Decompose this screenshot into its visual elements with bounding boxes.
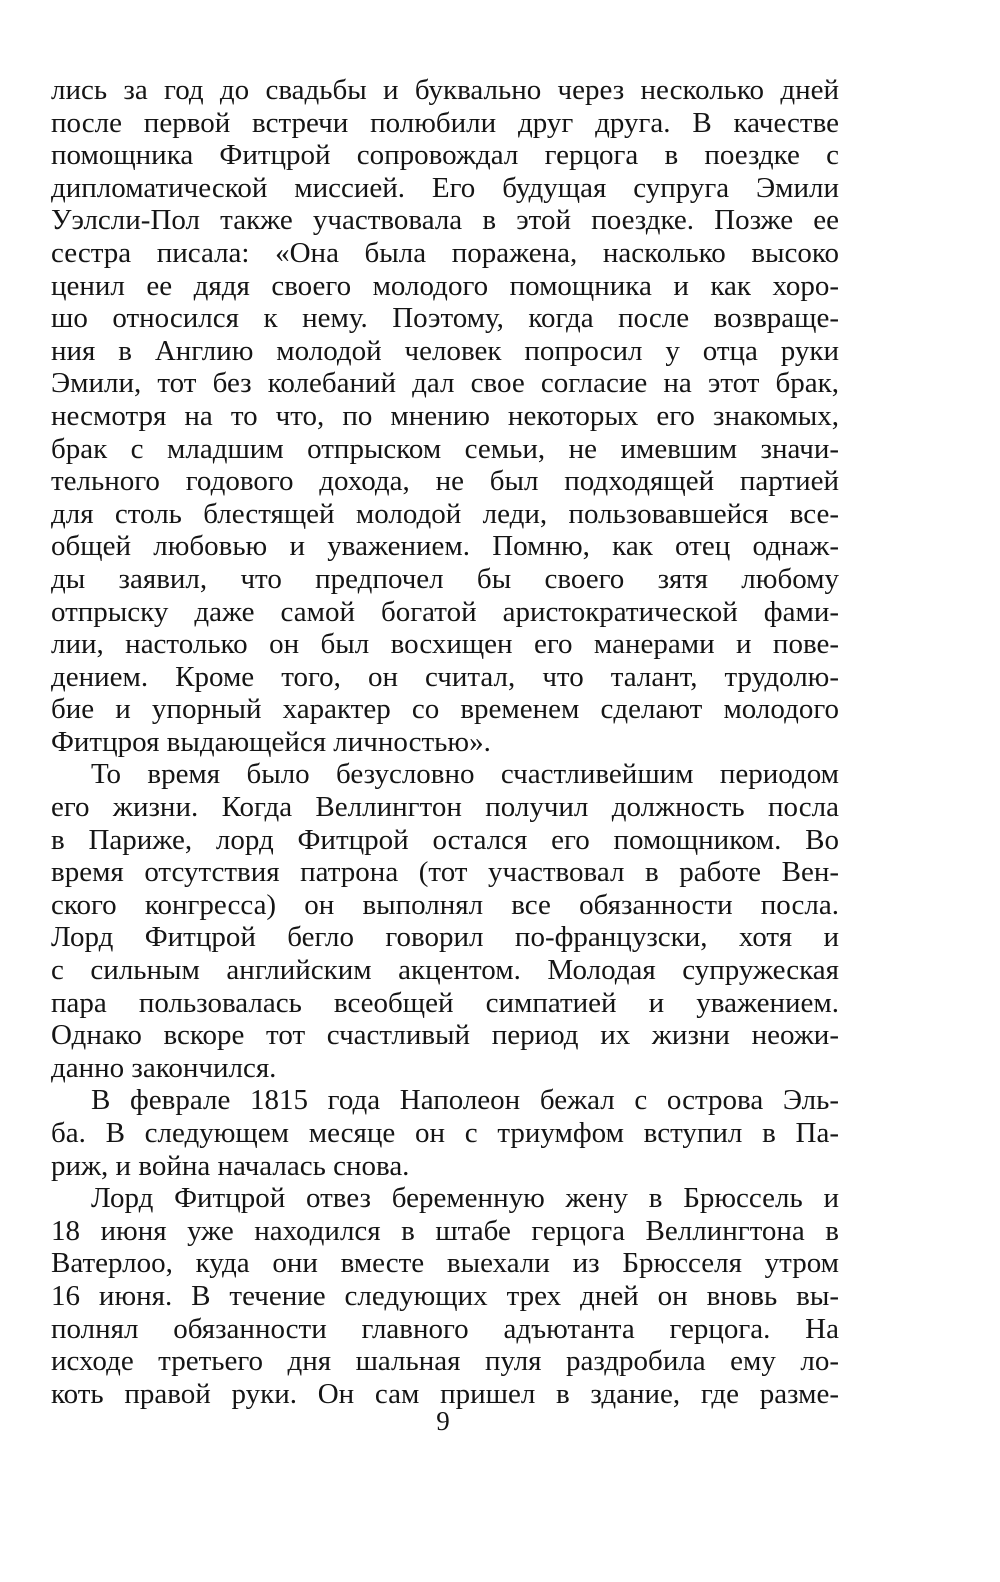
text-line: для столь блестящей молодой леди, пользовавшейся все- (51, 497, 839, 530)
text-line: В феврале 1815 года Наполеон бежал с острова Эль- (91, 1084, 839, 1117)
text-line: ценил ее дядя своего молодого помощника и как хоро- (51, 269, 839, 302)
text-line: Однако вскоре тот счастливый период их жизни неожи- (51, 1019, 839, 1052)
text-line: Фитцроя выдающейся личностью». (51, 725, 491, 758)
text-line: ского конгресса) он выполнял все обязанности посла. (51, 888, 839, 921)
text-line: исходе третьего дня шальная пуля раздробила ему ло- (51, 1345, 839, 1378)
text-line: ния в Англию молодой человек попросил у отца руки (51, 334, 839, 367)
text-line: бие и упорный характер со временем сделают молодого (51, 693, 839, 726)
text-line: брак с младшим отпрыском семьи, не имевшим значи- (51, 432, 839, 465)
text-line: данно закончился. (51, 1051, 277, 1084)
text-line: время отсутствия патрона (тот участвовал в работе Вен- (51, 856, 839, 889)
text-line: ды заявил, что предпочел бы своего зятя любому (51, 562, 839, 595)
text-line: после первой встречи полюбили друг друга. В качестве (51, 106, 839, 139)
text-line: несмотря на то что, по мнению некоторых его знакомых, (51, 399, 839, 432)
text-line: тельного годового дохода, не был подходящей партией (51, 465, 839, 498)
text-line: пара пользовалась всеобщей симпатией и уважением. (51, 986, 839, 1019)
text-line: полнял обязанности главного адъютанта герцога. На (51, 1312, 839, 1345)
text-line: 18 июня уже находился в штабе герцога Веллингтона в (51, 1214, 839, 1247)
text-line: То время было безусловно счастливейшим периодом (91, 758, 839, 791)
text-line: риж, и война началась снова. (51, 1149, 410, 1182)
text-line: лии, настолько он был восхищен его манерами и пове- (51, 628, 839, 661)
page-number: 9 (436, 1406, 450, 1436)
text-line: коть правой руки. Он сам пришел в здание, где разме- (51, 1377, 839, 1410)
text-line: Эмили, тот без колебаний дал свое согласие на этот брак, (51, 367, 839, 400)
text-line: лись за год до свадьбы и буквально через несколько дней (51, 74, 839, 106)
body-text (51, 74, 839, 1410)
text-line: его жизни. Когда Веллингтон получил должность посла (51, 791, 839, 824)
text-line: Лорд Фитцрой отвез беременную жену в Брюссель и (91, 1182, 839, 1215)
text-line: Лорд Фитцрой бегло говорил по-французски, хотя и (51, 921, 839, 954)
text-line: ба. В следующем месяце он с триумфом вступил в Па- (51, 1117, 839, 1149)
text-line: в Париже, лорд Фитцрой остался его помощником. Во (51, 823, 839, 856)
text-line: сестра писала: «Она была поражена, насколько высоко (51, 236, 839, 269)
text-line: шо относился к нему. Поэтому, когда после возвраще- (51, 302, 839, 335)
text-line: Ватерлоо, куда они вместе выехали из Брюсселя утром (51, 1247, 839, 1280)
text-line: с сильным английским акцентом. Молодая супружеская (51, 954, 839, 987)
text-line: общей любовью и уважением. Помню, как отец однаж- (51, 530, 839, 563)
text-line: отпрыску даже самой богатой аристократической фами- (51, 595, 839, 628)
text-line: помощника Фитцрой сопровождал герцога в поездке с (51, 139, 839, 172)
text-line: Уэлсли-Пол также участвовала в этой поездке. Позже ее (51, 204, 839, 237)
text-line: дипломатической миссией. Его будущая супруга Эмили (51, 171, 839, 204)
text-line: дением. Кроме того, он считал, что талант, трудолю- (51, 660, 839, 693)
text-line: 16 июня. В течение следующих трех дней он вновь вы- (51, 1279, 839, 1312)
